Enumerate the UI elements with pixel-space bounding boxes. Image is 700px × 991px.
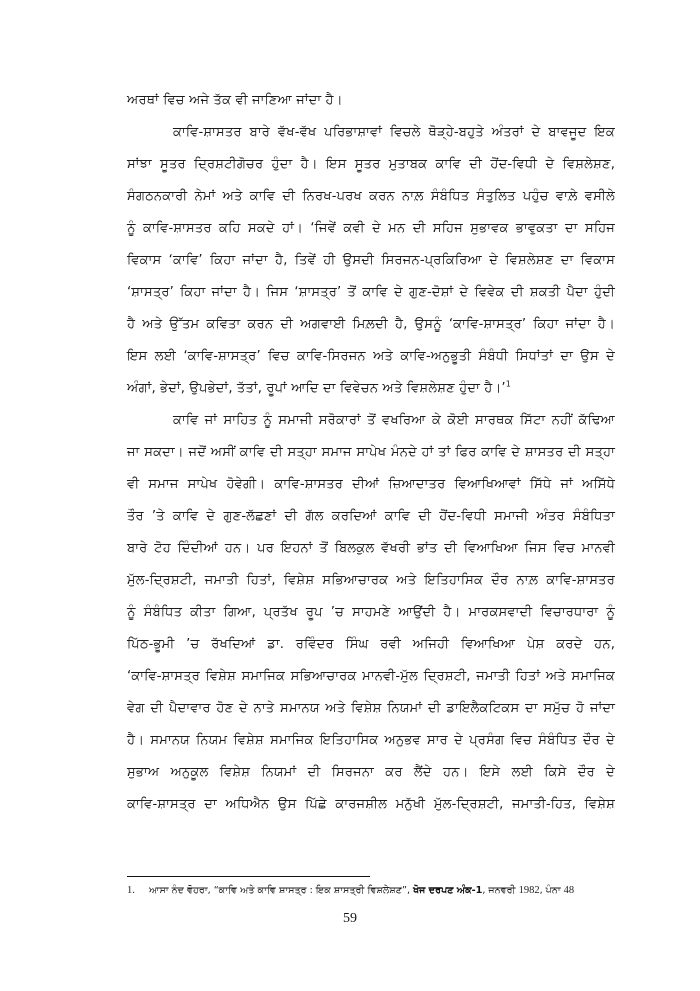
text-line: ਮੁੱਲ-ਦ੍ਰਿਸ਼ਟੀ, ਜਮਾਤੀ ਹਿਤਾਂ, ਵਿਸ਼ੇਸ਼ ਸਭਿਆਚਾਰਕ ਅਤੇ ਇਤਿਹਾਸਿਕ ਦੌਰ ਨਾਲ਼ ਕਾਵਿ-ਸ਼ਾਸਤਰ [127,573,615,588]
text-line: ਸਾਂਝਾ ਸੂਤਰ ਦ੍ਰਿਸ਼ਟੀਗੋਚਰ ਹੁੰਦਾ ਹੈ। ਇਸ ਸੂਤਰ ਮੁਤਾਬਕ ਕਾਵਿ ਦੀ ਹੋਂਦ-ਵਿਧੀ ਦੇ ਵਿਸ਼ਲੇਸ਼ਣ, [127,157,615,172]
text-line: ਤੌਰ ’ਤੇ ਕਾਵਿ ਦੇ ਗੁਣ-ਲੱਛਣਾਂ ਦੀ ਗੱਲ ਕਰਦਿਆਂ ਕਾਵਿ ਦੀ ਹੋਂਦ-ਵਿਧੀ ਸਮਾਜੀ ਅੰਤਰ ਸੰਬੰਧਿਤਾ [127,509,615,524]
paragraph-start-line: ਕਾਵਿ-ਸ਼ਾਸਤਰ ਬਾਰੇ ਵੱਖ-ਵੱਖ ਪਰਿਭਾਸ਼ਾਵਾਂ ਵਿਚਲੇ ਥੋੜ੍ਹੇ-ਬਹੁਤੇ ਅੰਤਰਾਂ ਦੇ ਬਾਵਜੂਦ ਇਕ [173,125,615,140]
text-line: ਹੈ ਅਤੇ ਉੱਤਮ ਕਵਿਤਾ ਕਰਨ ਦੀ ਅਗਵਾਈ ਮਿਲ਼ਦੀ ਹੈ, ਉਸਨੂੰ ‘ਕਾਵਿ-ਸ਼ਾਸਤ੍ਰ’ ਕਿਹਾ ਜਾਂਦਾ ਹੈ। [127,317,615,332]
text-line: ਜਾ ਸਕਦਾ। ਜਦੋਂ ਅਸੀਂ ਕਾਵਿ ਦੀ ਸਤ੍ਹਾ ਸਮਾਜ ਸਾਪੇਖ ਮੰਨਦੇ ਹਾਂ ਤਾਂ ਫਿਰ ਕਾਵਿ ਦੇ ਸ਼ਾਸਤਰ ਦੀ ਸਤ੍ਹਾ [127,445,615,460]
text-line: ਅਰਥਾਂ ਵਿਚ ਅਜੇ ਤੱਕ ਵੀ ਜਾਣਿਆ ਜਾਂਦਾ ਹੈ। [127,93,343,108]
text-line: ‘ਕਾਵਿ-ਸ਼ਾਸਤ੍ਰ ਵਿਸ਼ੇਸ਼ ਸਮਾਜਿਕ ਸਭਿਆਚਾਰਕ ਮਾਨਵੀ-ਮੁੱਲ ਦ੍ਰਿਸ਼ਟੀ, ਜਮਾਤੀ ਹਿਤਾਂ ਅਤੇ ਸਮਾਜਿਕ [127,669,615,684]
text-line: ਬਾਰੇ ਟੋਹ ਦਿੰਦੀਆਂ ਹਨ। ਪਰ ਇਹਨਾਂ ਤੋਂ ਬਿਲਕੁਲ ਵੱਖਰੀ ਭਾਂਤ ਦੀ ਵਿਆਖਿਆ ਜਿਸ ਵਿਚ ਮਾਨਵੀ [127,541,615,556]
text-line: ‘ਸ਼ਾਸਤ੍ਰ’ ਕਿਹਾ ਜਾਂਦਾ ਹੈ। ਜਿਸ ‘ਸ਼ਾਸਤ੍ਰ’ ਤੋਂ ਕਾਵਿ ਦੇ ਗੁਣ-ਦੋਸ਼ਾਂ ਦੇ ਵਿਵੇਕ ਦੀ ਸ਼ਕਤੀ ਪੈਦਾ ਹੁੰਦੀ [127,285,615,300]
footnote-number: 1. [127,885,135,896]
page-number: 59 [343,911,357,926]
footnote-journal: ਖੋਜ ਦਰਪਣ ਅੰਕ-1 [413,885,483,896]
text-line: ਵੀ ਸਮਾਜ ਸਾਪੇਖ ਹੋਵੇਗੀ। ਕਾਵਿ-ਸ਼ਾਸਤਰ ਦੀਆਂ ਜ਼ਿਆਦਾਤਰ ਵਿਆਖਿਆਵਾਂ ਸਿੱਧੇ ਜਾਂ ਅਸਿੱਧੇ [127,477,615,492]
footnote [127,884,627,898]
text-line: ਕਾਵਿ-ਸ਼ਾਸਤ੍ਰ ਦਾ ਅਧਿਐਨ ਉਸ ਪਿੱਛੇ ਕਾਰਜਸ਼ੀਲ ਮਨੁੱਖੀ ਮੁੱਲ-ਦ੍ਰਿਸ਼ਟੀ, ਜਮਾਤੀ-ਹਿਤ, ਵਿਸ਼ੇਸ਼ [127,797,615,812]
text-line: ਪਿੱਠ-ਭੂਮੀ ’ਚ ਰੱਖਦਿਆਂ ਡਾ. ਰਵਿੰਦਰ ਸਿੰਘ ਰਵੀ ਅਜਿਹੀ ਵਿਆਖਿਆ ਪੇਸ਼ ਕਰਦੇ ਹਨ, [127,637,615,652]
footnote-citation: ਆਸਾ ਨੰਦ ਵੋਹਰਾ, “ਕਾਵਿ ਅਤੇ ਕਾਵਿ ਸ਼ਾਸਤ੍ਰ : ਇਕ ਸ਼ਾਸਤ੍ਰੀ ਵਿਸ਼ਲੇਸ਼ਣ”, [149,885,411,896]
text-line: ਸੁਭਾਅ ਅਨੁਕੂਲ ਵਿਸ਼ੇਸ਼ ਨਿਯਮਾਂ ਦੀ ਸਿਰਜਨਾ ਕਰ ਲੈਂਦੇ ਹਨ। ਇਸੇ ਲਈ ਕਿਸੇ ਦੌਰ ਦੇ [127,765,615,780]
text-line: ਵੇਗ ਦੀ ਪੈਦਾਵਾਰ ਹੋਣ ਦੇ ਨਾਤੇ ਸਮਾਨਯ ਅਤੇ ਵਿਸ਼ੇਸ਼ ਨਿਯਮਾਂ ਦੀ ਡਾਇਲੈਕਟਿਕਸ ਦਾ ਸਮੁੱਚ ਹੋ ਜਾਂਦਾ [127,701,615,716]
paragraph-start-line: ਕਾਵਿ ਜਾਂ ਸਾਹਿਤ ਨੂੰ ਸਮਾਜੀ ਸਰੋਕਾਰਾਂ ਤੋਂ ਵਖਰਿਆ ਕੇ ਕੋਈ ਸਾਰਥਕ ਸਿੱਟਾ ਨਹੀਂ ਕੱਢਿਆ [173,413,615,428]
text-line: ਨੂੰ ਸੰਬੰਧਿਤ ਕੀਤਾ ਗਿਆ, ਪ੍ਰਤੱਖ ਰੂਪ ’ਚ ਸਾਹਮਣੇ ਆਉਂਦੀ ਹੈ। ਮਾਰਕਸਵਾਦੀ ਵਿਚਾਰਧਾਰਾ ਨੂੰ [127,605,615,620]
text-line: ਅੰਗਾਂ, ਭੇਦਾਂ, ਉਪਭੇਦਾਂ, ਤੱਤਾਂ, ਰੂਪਾਂ ਆਦਿ ਦਾ ਵਿਵੇਚਨ ਅਤੇ ਵਿਸ਼ਲੇਸ਼ਣ ਹੁੰਦਾ ਹੈ।’ [127,381,506,396]
footnote-divider [127,876,370,877]
text-line: ਇਸ ਲਈ ‘ਕਾਵਿ-ਸ਼ਾਸਤ੍ਰ’ ਵਿਚ ਕਾਵਿ-ਸਿਰਜਨ ਅਤੇ ਕਾਵਿ-ਅਨੁਭੂਤੀ ਸੰਬੰਧੀ ਸਿਧਾਂਤਾਂ ਦਾ ਉਸ ਦੇ [127,349,615,364]
footnote-month: , ਜਨਵਰੀ [482,885,519,896]
footnote-page-label: , ਪੰਨਾ [539,885,564,896]
text-line: ਵਿਕਾਸ ‘ਕਾਵਿ’ ਕਿਹਾ ਜਾਂਦਾ ਹੈ, ਤਿਵੇਂ ਹੀ ਉਸਦੀ ਸਿਰਜਨ-ਪ੍ਰਕਿਰਿਆ ਦੇ ਵਿਸ਼ਲੇਸ਼ਣ ਦਾ ਵਿਕਾਸ [127,253,615,268]
text-line: ਹੈ। ਸਮਾਨਯ ਨਿਯਮ ਵਿਸ਼ੇਸ਼ ਸਮਾਜਿਕ ਇਤਿਹਾਸਿਕ ਅਨੁਭਵ ਸਾਰ ਦੇ ਪ੍ਰਸੰਗ ਵਿਚ ਸੰਬੰਧਿਤ ਦੌਰ ਦੇ [127,733,615,748]
footnote-reference[interactable]: 1 [505,379,511,389]
footnote-page: 48 [563,885,575,896]
text-line-with-footnote [127,380,615,398]
footnote-year: 1982 [518,885,540,896]
text-line: ਸੰਗਠਨਕਾਰੀ ਨੇਮਾਂ ਅਤੇ ਕਾਵਿ ਦੀ ਨਿਰਖ-ਪਰਖ ਕਰਨ ਨਾਲ਼ ਸੰਬੰਧਿਤ ਸੰਤੁਲਿਤ ਪਹੁੰਚ ਵਾਲ਼ੇ ਵਸੀਲੇ [127,189,615,204]
text-line: ਨੂੰ ਕਾਵਿ-ਸ਼ਾਸਤਰ ਕਹਿ ਸਕਦੇ ਹਾਂ। ‘ਜਿਵੇਂ ਕਵੀ ਦੇ ਮਨ ਦੀ ਸਹਿਜ ਸੁਭਾਵਕ ਭਾਵੁਕਤਾ ਦਾ ਸਹਿਜ [127,221,615,236]
